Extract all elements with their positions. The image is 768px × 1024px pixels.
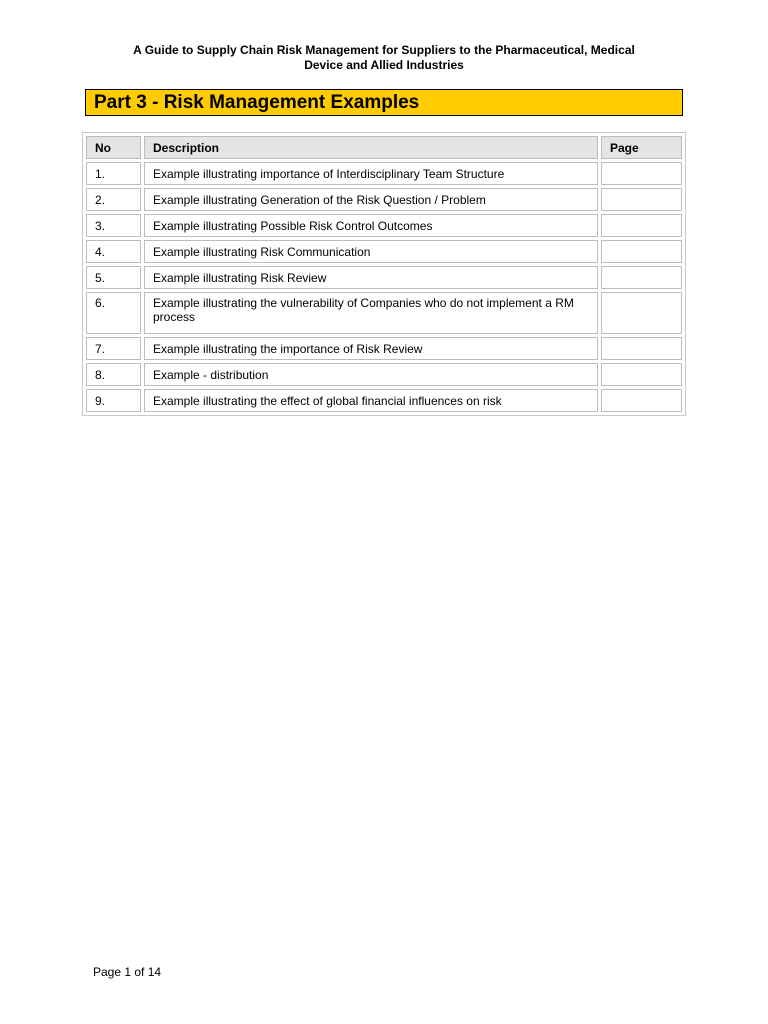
document-title-line-2: Device and Allied Industries: [304, 58, 464, 72]
row-description: Example illustrating the vulnerability of Companies who do not implement a RM process: [144, 292, 598, 334]
section-banner: [85, 89, 683, 116]
table-header-row: [86, 136, 682, 159]
row-number: 9.: [86, 389, 141, 412]
row-page: [601, 292, 682, 334]
row-number: 3.: [86, 214, 141, 237]
column-header-no: No: [86, 136, 141, 159]
row-description: Example illustrating Risk Review: [144, 266, 598, 289]
table-row: [86, 188, 682, 211]
column-header-page: Page: [601, 136, 682, 159]
row-page: [601, 240, 682, 263]
row-number: 8.: [86, 363, 141, 386]
row-description: Example illustrating Risk Communication: [144, 240, 598, 263]
row-description: Example illustrating the importance of Risk Review: [144, 337, 598, 360]
examples-table: [82, 132, 686, 416]
row-page: [601, 162, 682, 185]
row-page: [601, 389, 682, 412]
row-page: [601, 363, 682, 386]
row-description: Example - distribution: [144, 363, 598, 386]
row-description: Example illustrating importance of Interdisciplinary Team Structure: [144, 162, 598, 185]
page-number: Page 1 of 14: [93, 965, 162, 979]
row-number: 5.: [86, 266, 141, 289]
table-row: [86, 337, 682, 360]
table-row: [86, 363, 682, 386]
row-page: [601, 188, 682, 211]
table-row: [86, 292, 682, 334]
table-row: [86, 162, 682, 185]
row-number: 2.: [86, 188, 141, 211]
row-number: 7.: [86, 337, 141, 360]
table-row: [86, 214, 682, 237]
row-description: Example illustrating Possible Risk Control Outcomes: [144, 214, 598, 237]
table-row: [86, 389, 682, 412]
row-description: Example illustrating the effect of global financial influences on risk: [144, 389, 598, 412]
row-page: [601, 337, 682, 360]
row-number: 1.: [86, 162, 141, 185]
table-row: [86, 266, 682, 289]
row-number: 4.: [86, 240, 141, 263]
row-number: 6.: [86, 292, 141, 334]
row-page: [601, 214, 682, 237]
document-header: [0, 43, 768, 73]
document-title-line-1: A Guide to Supply Chain Risk Management for Suppliers to the Pharmaceutical, Medical: [133, 43, 635, 57]
table-row: [86, 240, 682, 263]
row-page: [601, 266, 682, 289]
column-header-description: Description: [144, 136, 598, 159]
row-description: Example illustrating Generation of the Risk Question / Problem: [144, 188, 598, 211]
section-title: Part 3 - Risk Management Examples: [94, 92, 420, 113]
